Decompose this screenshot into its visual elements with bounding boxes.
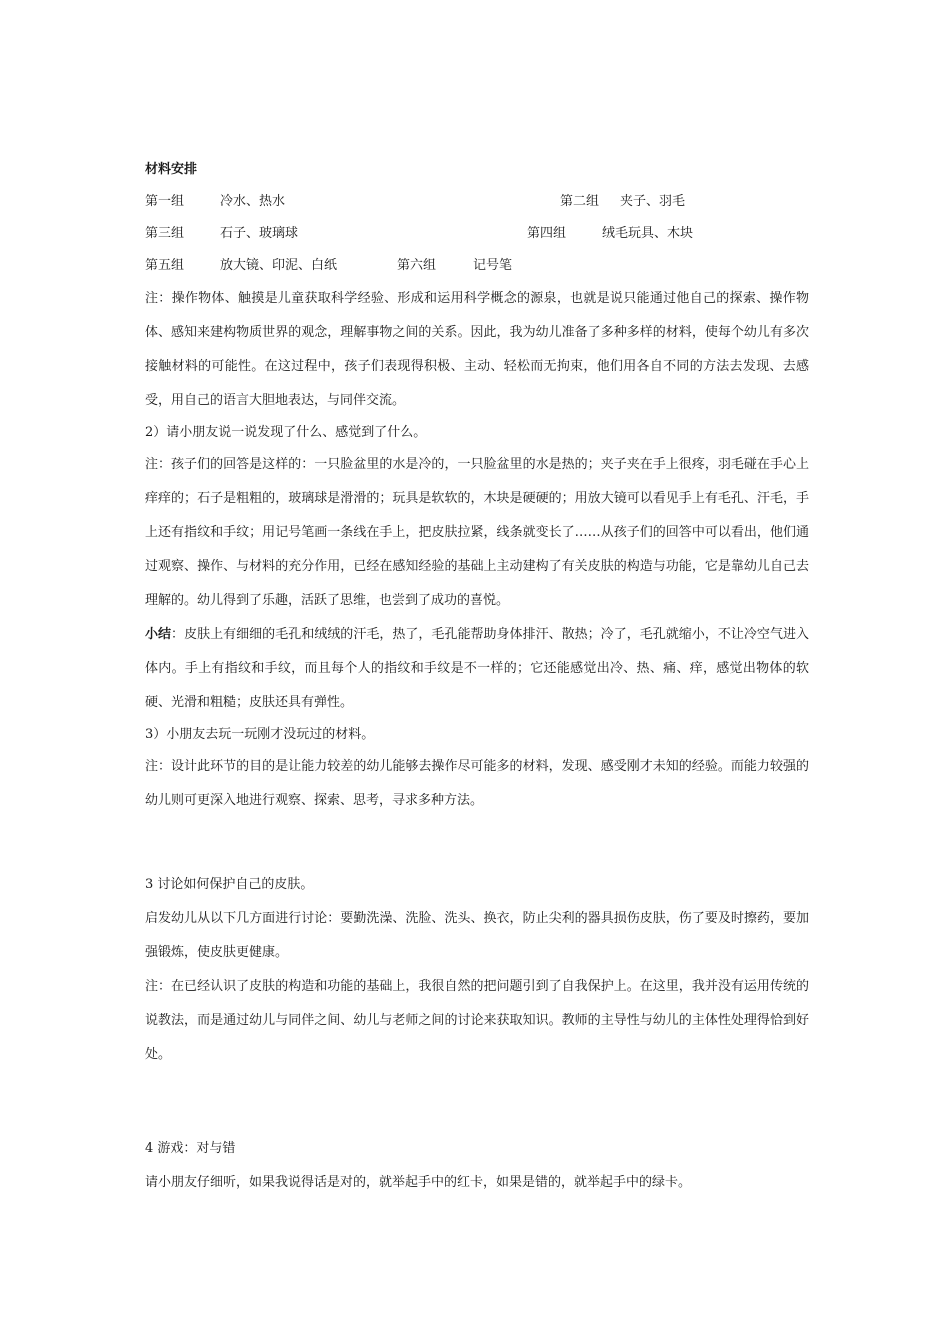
- step-2-summary: [145, 618, 809, 720]
- group-items: 绒毛玩具、木块: [602, 226, 694, 241]
- step-2-title: 2）请小朋友说一说发现了什么、感觉到了什么。: [145, 425, 427, 440]
- section-3-title: 3 讨论如何保护自己的皮肤。: [145, 877, 314, 892]
- group-items: 放大镜、印泥、白纸: [220, 258, 338, 273]
- step-2-note: 注：孩子们的回答是这样的：一只脸盆里的水是冷的，一只脸盆里的水是热的；夹子夹在手上很疼，羽毛碰在手心上痒痒的；石子是粗粗的，玻璃球是滑滑的；玩具是软软的，木块是硬硬的；用放大镜可以看见手上有毛孔、汗毛，手上还有指纹和手纹；用记号笔画一条线在手上，把皮肤拉紧，线条就变长了……从孩子们的回答中可以看出，他们通过观察、操作、与材料的充分作用，已经在感知经验的基础上主动建构了有关皮肤的构造与功能，它是靠幼儿自己去理解的。幼儿得到了乐趣，活跃了思维，也尝到了成功的喜悦。: [145, 457, 809, 608]
- group-items: 夹子、羽毛: [620, 194, 686, 209]
- group-items: 记号笔: [473, 258, 513, 273]
- group-items: 冷水、热水: [220, 194, 286, 209]
- group-label: 第二组: [560, 194, 600, 209]
- group-label: 第四组: [527, 226, 567, 241]
- group-items: 石子、玻璃球: [220, 226, 299, 241]
- group-label: 第五组: [145, 258, 185, 273]
- spacer: [145, 1072, 809, 1132]
- group-label: 第三组: [145, 226, 185, 241]
- materials-row-1: [145, 186, 809, 218]
- section-4-body: 请小朋友仔细听，如果我说得话是对的，就举起手中的红卡，如果是错的，就举起手中的绿卡。: [145, 1175, 692, 1190]
- group-label: 第一组: [145, 194, 185, 209]
- spacer: [145, 818, 809, 868]
- summary-text: ：皮肤上有细细的毛孔和绒绒的汗毛，热了，毛孔能帮助身体排汗、散热；冷了，毛孔就缩小，不让冷空气进入体内。手上有指纹和手纹，而且每个人的指纹和手纹是不一样的；它还能感觉出冷、热、痛、痒，感觉出物体的软硬、光滑和粗糙；皮肤还具有弹性。: [145, 627, 809, 710]
- document-page: [145, 158, 809, 1200]
- step-3-note: 注：设计此环节的目的是让能力较差的幼儿能够去操作尽可能多的材料，发现、感受刚才未知的经验。而能力较强的幼儿则可更深入地进行观察、探索、思考，寻求多种方法。: [145, 759, 809, 808]
- summary-label: 小结: [145, 627, 172, 642]
- group-label: 第六组: [397, 258, 437, 273]
- step-3-title: 3）小朋友去玩一玩刚才没玩过的材料。: [145, 727, 375, 742]
- section-3-note: 注：在已经认识了皮肤的构造和功能的基础上，我很自然的把问题引到了自我保护上。在这里，我并没有运用传统的说教法，而是通过幼儿与同伴之间、幼儿与老师之间的讨论来获取知识。教师的主导性与幼儿的主体性处理得恰到好处。: [145, 979, 809, 1062]
- materials-row-2: [145, 218, 809, 250]
- section-4-title: 4 游戏：对与错: [145, 1141, 236, 1156]
- materials-row-3: [145, 250, 809, 282]
- materials-note: 注：操作物体、触摸是儿童获取科学经验、形成和运用科学概念的源泉，也就是说只能通过他自己的探索、操作物体、感知来建构物质世界的观念，理解事物之间的关系。因此，我为幼儿准备了多种多样的材料，使每个幼儿有多次接触材料的可能性。在这过程中，孩子们表现得积极、主动、轻松而无拘束，他们用各自不同的方法去发现、去感受，用自己的语言大胆地表达，与同伴交流。: [145, 291, 809, 408]
- materials-heading: 材料安排: [145, 162, 198, 177]
- section-3-body: 启发幼儿从以下几方面进行讨论：要勤洗澡、洗脸、洗头、换衣，防止尖利的器具损伤皮肤，伤了要及时擦药，要加强锻炼，使皮肤更健康。: [145, 911, 809, 960]
